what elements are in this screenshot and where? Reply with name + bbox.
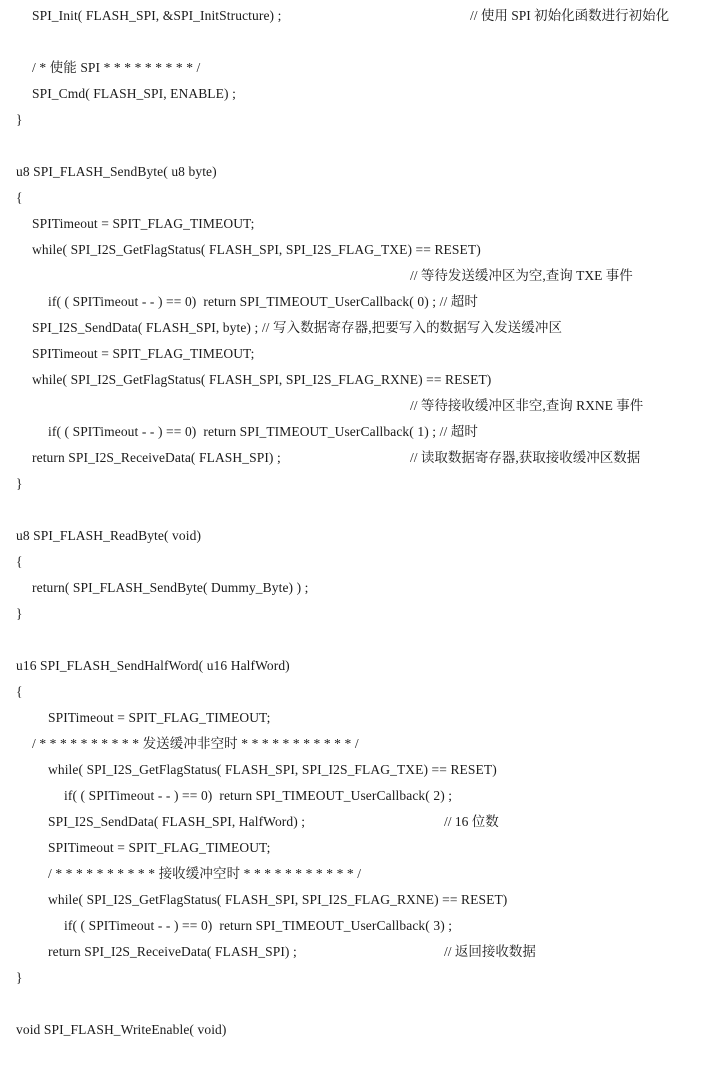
code-comment: // 读取数据寄存器,获取接收缓冲区数据 [410,450,641,465]
code-comment: // 等待发送缓冲区为空,查询 TXE 事件 [410,268,633,283]
code-line: if( ( SPITimeout - - ) == 0) return SPI_TIMEOUT_UserCallback( 3) ; [64,918,453,933]
code-comment: // 使用 SPI 初始化函数进行初始化 [470,8,670,23]
code-line: if( ( SPITimeout - - ) == 0) return SPI_TIMEOUT_UserCallback( 0) ; // 超时 [48,294,478,309]
code-line: SPITimeout = SPIT_FLAG_TIMEOUT; [48,710,271,725]
code-line: if( ( SPITimeout - - ) == 0) return SPI_TIMEOUT_UserCallback( 2) ; [64,788,453,803]
code-line: u8 SPI_FLASH_SendByte( u8 byte) [16,164,217,179]
code-line: SPITimeout = SPIT_FLAG_TIMEOUT; [32,346,255,361]
code-line: while( SPI_I2S_GetFlagStatus( FLASH_SPI, SPI_I2S_FLAG_RXNE) == RESET) [48,892,508,907]
code-line: while( SPI_I2S_GetFlagStatus( FLASH_SPI, SPI_I2S_FLAG_RXNE) == RESET) [32,372,492,387]
code-line: SPI_Init( FLASH_SPI, &SPI_InitStructure) ; [32,8,282,23]
code-line: return SPI_I2S_ReceiveData( FLASH_SPI) ; [48,944,297,959]
code-line: while( SPI_I2S_GetFlagStatus( FLASH_SPI, SPI_I2S_FLAG_TXE) == RESET) [48,762,497,777]
code-line: } [16,112,23,127]
code-line: return SPI_I2S_ReceiveData( FLASH_SPI) ; [32,450,281,465]
code-line: / * 使能 SPI * * * * * * * * * / [32,60,201,75]
code-line: SPITimeout = SPIT_FLAG_TIMEOUT; [32,216,255,231]
code-line: SPI_Cmd( FLASH_SPI, ENABLE) ; [32,86,236,101]
code-line: void SPI_FLASH_WriteEnable( void) [16,1022,227,1037]
code-line: SPI_I2S_SendData( FLASH_SPI, byte) ; // 写入数据寄存器,把要写入的数据写入发送缓冲区 [32,320,563,335]
code-line: return( SPI_FLASH_SendByte( Dummy_Byte) ) ; [32,580,309,595]
code-line: if( ( SPITimeout - - ) == 0) return SPI_TIMEOUT_UserCallback( 1) ; // 超时 [48,424,478,439]
code-line: } [16,970,23,985]
code-line: u16 SPI_FLASH_SendHalfWord( u16 HalfWord) [16,658,290,673]
code-line: { [16,554,23,569]
code-line: / * * * * * * * * * * 接收缓冲空时 * * * * * * * * * * * / [48,866,362,881]
code-line: } [16,476,23,491]
code-line: SPI_I2S_SendData( FLASH_SPI, HalfWord) ; [48,814,306,829]
code-comment: // 等待接收缓冲区非空,查询 RXNE 事件 [410,398,644,413]
code-line: SPITimeout = SPIT_FLAG_TIMEOUT; [48,840,271,855]
code-line: { [16,684,23,699]
code-line: } [16,606,23,621]
code-comment: // 16 位数 [444,814,499,829]
code-line: while( SPI_I2S_GetFlagStatus( FLASH_SPI, SPI_I2S_FLAG_TXE) == RESET) [32,242,481,257]
code-comment: // 返回接收数据 [444,944,536,959]
code-line: u8 SPI_FLASH_ReadByte( void) [16,528,202,543]
code-line: / * * * * * * * * * * 发送缓冲非空时 * * * * * * * * * * * / [32,736,359,751]
code-line: { [16,190,23,205]
